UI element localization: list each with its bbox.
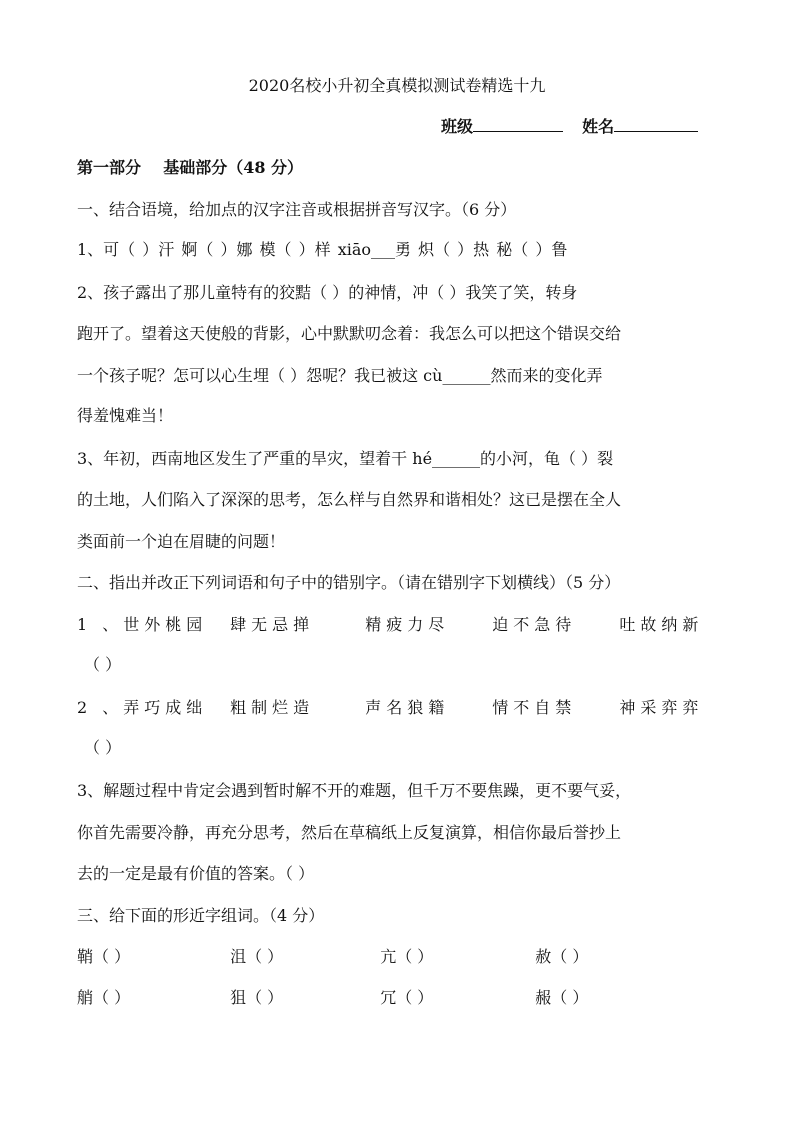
q1-s3-l2: 的土地，人们陷入了深深的思考，怎么样与自然界和谐相处？这已是摆在全人 (77, 490, 622, 509)
q3-r2-item[interactable]: 艄（ ） (77, 988, 131, 1007)
q3-r1-item[interactable]: 鞘（ ） (77, 947, 131, 966)
q2-r1-item: 肆无忌掸 (230, 615, 315, 634)
q2-r2-answer[interactable]: （ ） (84, 738, 122, 757)
q3-r2-item[interactable]: 冗（ ） (380, 988, 434, 1007)
q1-s3-l1: 3、年初，西南地区发生了严重的旱灾，望着干 hé______的小河，龟（ ）裂 (77, 449, 614, 468)
q3-r1-item[interactable]: 沮（ ） (230, 947, 284, 966)
q2-r1-answer[interactable]: （ ） (84, 655, 122, 674)
q3-r1-item[interactable]: 赦（ ） (535, 947, 589, 966)
q1-heading: 一、结合语境，给加点的汉字注音或根据拼音写汉字。（6 分） (77, 200, 517, 219)
q3-r2-item[interactable]: 赧（ ） (535, 988, 589, 1007)
q3-r2-item[interactable]: 狙（ ） (230, 988, 284, 1007)
q1-s2-l1: 2、孩子露出了那儿童特有的狡黠（ ）的神情，冲（ ）我笑了笑，转身 (77, 283, 578, 302)
q1-s1: 1、可（ ）汗 婀（ ）娜 模（ ）样 xiāo___勇 炽（ ）热 秘（ ）鲁 (77, 240, 568, 259)
q1-s2-l3: 一个孩子呢？怎可以心生埋（ ）怨呢？我已被这 cù______然而来的变化弄 (77, 366, 603, 385)
q2-r2-item: 2 、弄巧成绌 (77, 698, 208, 717)
class-blank[interactable] (473, 116, 563, 132)
q1-s2-l2: 跑开了。望着这天使般的背影，心中默默叨念着：我怎么可以把这个错误交给 (77, 324, 622, 343)
q1-s3-l3: 类面前一个迫在眉睫的问题！ (77, 532, 286, 551)
class-name-row (441, 116, 698, 137)
part1-heading (77, 158, 303, 178)
q2-r1-item: 精疲力尽 (365, 615, 450, 634)
q2-row2 (77, 698, 703, 718)
part1-subtitle: 基础部分（48 分） (163, 158, 304, 177)
q1-s2-l4: 得羞愧难当！ (77, 406, 174, 425)
name-blank[interactable] (614, 116, 698, 132)
q2-r1-item: 迫不急待 (492, 615, 577, 634)
q2-r2-item: 粗制烂造 (230, 698, 315, 717)
q3-r1-item[interactable]: 亢（ ） (380, 947, 434, 966)
q2-r1-item: 吐故纳新 (619, 615, 704, 634)
q2-r1-item: 1 、世外桃园 (77, 615, 208, 634)
q2-row1 (77, 615, 703, 635)
page-title: 2020名校小升初全真模拟测试卷精选十九 (248, 76, 546, 95)
name-label: 姓名 (582, 117, 615, 136)
q2-r2-item: 情不自禁 (492, 698, 577, 717)
q2-heading: 二、指出并改正下列词语和句子中的错别字。（请在错别字下划横线）（5 分） (77, 573, 621, 592)
q2-r2-item: 声名狼籍 (365, 698, 450, 717)
class-label: 班级 (441, 117, 474, 136)
q3-row1 (77, 947, 588, 967)
q2-s3-l3: 去的一定是最有价值的答案。（ ） (77, 864, 315, 883)
q2-r2-item: 神采弈弈 (619, 698, 704, 717)
q2-s3-l2: 你首先需要冷静，再充分思考，然后在草稿纸上反复演算，相信你最后誉抄上 (77, 823, 622, 842)
q3-heading: 三、给下面的形近字组词。（4 分） (77, 906, 325, 925)
q3-row2 (77, 988, 588, 1008)
part1-title: 第一部分 (77, 158, 142, 177)
q2-s3-l1: 3、解题过程中肯定会遇到暂时解不开的难题，但千万不要焦躁，更不要气妥， (77, 781, 632, 800)
